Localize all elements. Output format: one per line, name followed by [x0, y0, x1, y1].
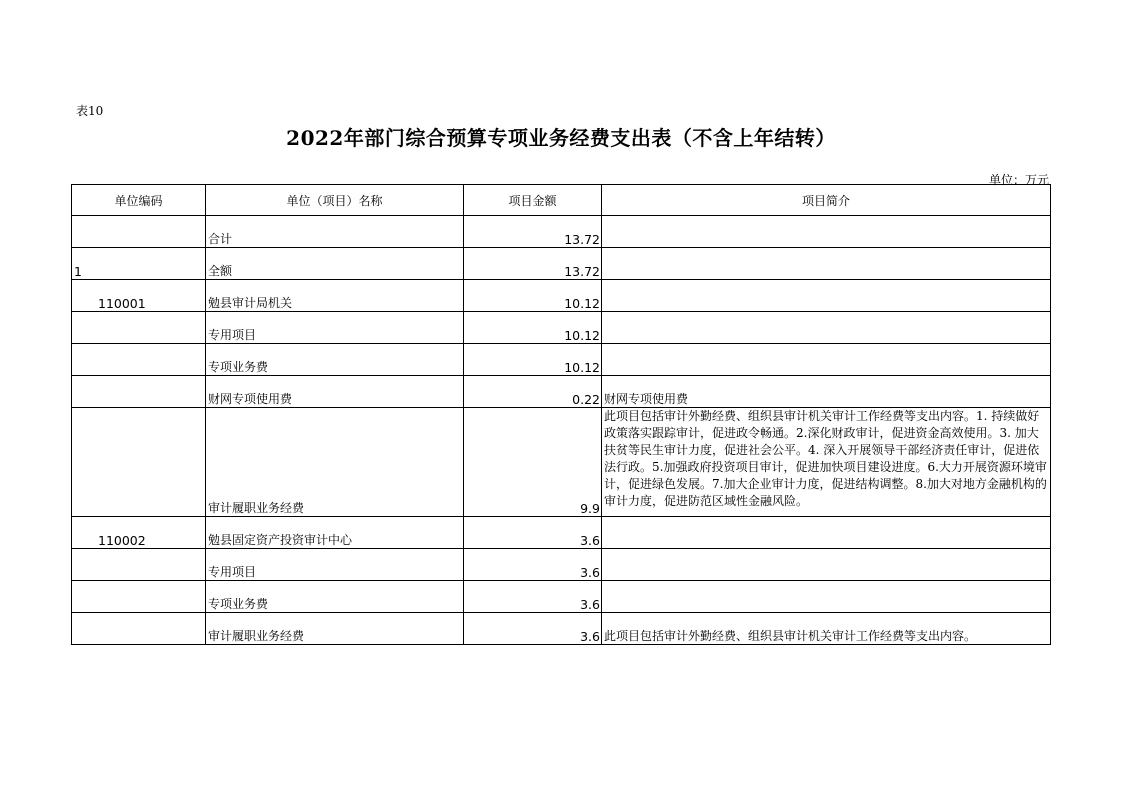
cell-amount: 3.6 [464, 517, 602, 549]
cell-name: 全额 [206, 248, 464, 280]
page-title: 2022年部门综合预算专项业务经费支出表（不含上年结转） [286, 126, 836, 150]
cell-desc [602, 344, 1051, 376]
cell-amount: 3.6 [464, 581, 602, 613]
table-row [72, 408, 1051, 517]
cell-amount: 9.9 [464, 408, 602, 517]
header-name: 单位（项目）名称 [206, 185, 464, 216]
budget-table [71, 184, 1051, 645]
cell-amount: 10.12 [464, 312, 602, 344]
cell-amount: 10.12 [464, 280, 602, 312]
table-row [72, 581, 1051, 613]
unit-label: 单位：万元 [988, 173, 1049, 187]
cell-name: 专项业务费 [206, 344, 464, 376]
cell-code [72, 344, 206, 376]
cell-name: 勉县固定资产投资审计中心 [206, 517, 464, 549]
cell-desc [602, 216, 1051, 248]
cell-code [72, 549, 206, 581]
cell-code [72, 376, 206, 408]
cell-name: 合计 [206, 216, 464, 248]
cell-desc: 此项目包括审计外勤经费、组织县审计机关审计工作经费等支出内容。 [602, 613, 1051, 645]
cell-name: 勉县审计局机关 [206, 280, 464, 312]
cell-code: 1 [72, 248, 206, 280]
table-number-label: 表10 [76, 104, 104, 118]
cell-amount: 13.72 [464, 216, 602, 248]
table-row [72, 549, 1051, 581]
table-row [72, 216, 1051, 248]
header-desc: 项目简介 [602, 185, 1051, 216]
cell-desc [602, 312, 1051, 344]
cell-code: 110001 [72, 280, 206, 312]
cell-amount: 13.72 [464, 248, 602, 280]
cell-code [72, 613, 206, 645]
cell-amount: 10.12 [464, 344, 602, 376]
table-row [72, 517, 1051, 549]
table-row [72, 248, 1051, 280]
table-row [72, 312, 1051, 344]
header-code: 单位编码 [72, 185, 206, 216]
cell-desc: 财网专项使用费 [602, 376, 1051, 408]
cell-code [72, 408, 206, 517]
cell-desc [602, 549, 1051, 581]
table-row [72, 613, 1051, 645]
table-header-row [72, 185, 1051, 216]
cell-desc: 此项目包括审计外勤经费、组织县审计机关审计工作经费等支出内容。1. 持续做好政策落实跟踪审计，促进政令畅通。2.深化财政审计，促进资金高效使用。3. 加大扶贫等民生审计力度，促进社会公平。4. 深入开展领导干部经济责任审计，促进依法行政。5.加强政府投资项目审计，促进加快项目建设进度。6.大力开展资源环境审计，促进绿色发展。7.加大企业审计力度，促进结构调整。8.加大对地方金融机构的审计力度，促进防范区域性金融风险。 [602, 408, 1051, 517]
cell-code [72, 581, 206, 613]
cell-name: 专项业务费 [206, 581, 464, 613]
cell-name: 审计履职业务经费 [206, 613, 464, 645]
cell-code [72, 312, 206, 344]
table-row [72, 280, 1051, 312]
table-row [72, 344, 1051, 376]
cell-amount: 0.22 [464, 376, 602, 408]
cell-code: 110002 [72, 517, 206, 549]
cell-desc [602, 280, 1051, 312]
table-row [72, 376, 1051, 408]
cell-name: 财网专项使用费 [206, 376, 464, 408]
header-amount: 项目金额 [464, 185, 602, 216]
cell-desc [602, 248, 1051, 280]
cell-name: 审计履职业务经费 [206, 408, 464, 517]
cell-name: 专用项目 [206, 549, 464, 581]
cell-amount: 3.6 [464, 613, 602, 645]
cell-desc [602, 517, 1051, 549]
cell-amount: 3.6 [464, 549, 602, 581]
cell-desc [602, 581, 1051, 613]
cell-code [72, 216, 206, 248]
cell-name: 专用项目 [206, 312, 464, 344]
